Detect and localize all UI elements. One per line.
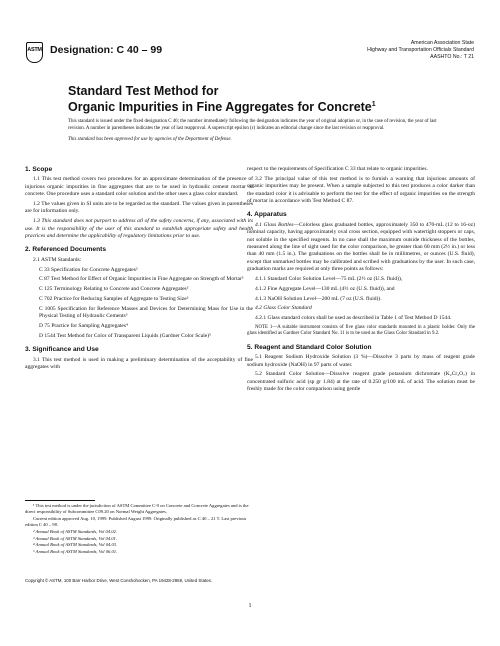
paragraph: 5.2 Standard Color Solution—Dissolve reagent grade potassium dichromate (K₂Cr₂O₇) in concentrated sulfuric acid (sp gr 1.84) at the rate of 0.250 g/100 mL of acid. The solution must be freshly made for the color comparison using gentle bbox=[247, 371, 475, 393]
section-heading: 5. Reagent and Standard Color Solution bbox=[247, 343, 372, 351]
paragraph bbox=[247, 222, 475, 274]
left-column bbox=[25, 166, 253, 374]
astm-logo bbox=[26, 42, 43, 63]
document-title bbox=[68, 84, 438, 114]
reference-item: C 87 Test Method for Effect of Organic Impurities in Fine Aggregate on Strength of Mortar² bbox=[39, 276, 244, 283]
paragraph: 5.1 Reagent Sodium Hydroxide Solution (3 %)—Dissolve 3 parts by mass of reagent grade sodium hydroxide (NaOH) in 97 parts of water. bbox=[247, 354, 475, 368]
footnote: ² Annual Book of ASTM Standards, Vol 04.02. bbox=[33, 528, 117, 534]
footnotes bbox=[25, 503, 253, 556]
paragraph: 4.1.3 NaOH Solution Level—200 mL (7 oz (U.S. fluid)). bbox=[255, 295, 382, 302]
page-number: 1 bbox=[248, 603, 252, 609]
title-footnote-marker: 1 bbox=[371, 101, 376, 108]
paragraph: 4.1.1 Standard Color Solution Level—75 mL (2½ oz (U.S. fluid)), bbox=[255, 276, 403, 283]
footnote: Current edition approved Aug. 10, 1999. Published August 1999. Originally published as C 40 – 21 T. Last previous edition C 40 – 98. bbox=[25, 515, 247, 527]
paragraph: 4.2.1 Glass standard colors shall be used as described in Table 1 of Test Method D 1544. bbox=[255, 315, 452, 322]
paragraph: 3.1 This test method is used in making a preliminary determination of the acceptability of fine aggregates with bbox=[25, 356, 253, 371]
note: NOTE 1—A suitable instrument consists of five glass color standards mounted in a plastic holder. Only the glass identified as Gardner Color Standard No. 11 is to be used as the Glass Color Standard in 9.2. bbox=[247, 325, 475, 337]
section-heading: 3. Significance and Use bbox=[25, 346, 99, 354]
reference-item: C 33 Specification for Concrete Aggregates² bbox=[39, 266, 138, 273]
dod-approval-note: This standard has been approved for use by agencies of the Department of Defense. bbox=[68, 137, 232, 143]
paragraph: 4.1.2 Fine Aggregate Level—130 mL (4½ oz (U.S. fluid)), and bbox=[255, 285, 395, 292]
paragraph: 4.2 Glass Color Standard bbox=[255, 305, 312, 312]
section-heading: 4. Apparatus bbox=[247, 211, 287, 219]
reference-item: D 75 Practice for Sampling Aggregates⁴ bbox=[39, 323, 128, 330]
paragraph: 1.1 This test method covers two procedures for an approximate determination of the presence of injurious organic impurities in fine aggregates that are to be used in hydraulic cement mortar or concrete. One procedure uses a standard color solution and the other uses a glass color standard. bbox=[25, 176, 253, 198]
publisher-line: AASHTO No.: T 21 bbox=[430, 53, 474, 60]
reference-item: C 702 Practice for Reducing Samples of Aggregate to Testing Size² bbox=[39, 296, 189, 303]
footnote: ¹ This test method is under the jurisdiction of ASTM Committee C-9 on Concrete and Concrete Aggregates and is the direct responsibility of Subcommittee C09.20 on Normal Weight Aggregates. bbox=[25, 503, 249, 514]
publisher-line: Highway and Transportation Officials Standard bbox=[367, 46, 474, 53]
publisher-block bbox=[367, 40, 474, 60]
footnote: ³ Annual Book of ASTM Standards, Vol 04.01. bbox=[33, 535, 117, 541]
title-main: Organic Impurities in Fine Aggregates for Concrete bbox=[68, 100, 372, 115]
paragraph-label: 4.1 Glass Bottles bbox=[255, 221, 294, 228]
footnote: ⁵ Annual Book of ASTM Standards, Vol 06.01. bbox=[33, 549, 118, 555]
footnote: ⁴ Annual Book of ASTM Standards, Vol 04.03. bbox=[33, 542, 118, 548]
paragraph: respect to the requirements of Specification C 33 that relate to organic impurities. bbox=[247, 166, 428, 172]
designation: Designation: C 40 – 99 bbox=[50, 44, 163, 56]
reference-item: D 1544 Test Method for Color of Transparent Liquids (Gardner Color Scale)⁵ bbox=[39, 332, 211, 339]
paragraph: 1.2 The values given in SI units are to be regarded as the standard. The values given in parentheses are for information only. bbox=[25, 201, 253, 215]
paragraph-text: —Colorless glass graduated bottles, approximately 350 to 470-mL (12 to 16-oz) nominal capacity, having approximately oval cross section, equipped with watertight stoppers or caps, not soluble in the specified reagents. In no case shall the maximum outside thickness of the bottles, measured along the line of sight used for the color comparison, be greater than 60 mm (2½ in.) or less than 40 mm (1.5 in.). The graduations on the bottles shall be in millimetres, or ounces (U.S. fluid), except that unmarked bottles may be calibrated and scribed with graduations by the user. In such case, graduation marks are required at only three points as follows: bbox=[247, 221, 475, 273]
section-heading: 1. Scope bbox=[25, 166, 53, 173]
reference-item: C 125 Terminology Relating to Concrete and Concrete Aggregates² bbox=[39, 286, 189, 293]
right-column bbox=[247, 166, 475, 396]
paragraph: 2.1 ASTM Standards: bbox=[33, 256, 82, 263]
copyright-line: Copyright © ASTM, 100 Barr Harbor Drive, West Conshohocken, PA 19428-2959, United States. bbox=[25, 578, 213, 583]
paragraph: 3.2 The principal value of this test method is to furnish a warning that injurious amounts of organic impurities may be present. When a sample subjected to this test produces a color darker than the standard color it is advisable to perform the test for the effect of organic impurities on the strength of mortar in accordance with Test Method C 87. bbox=[247, 175, 475, 205]
paragraph: 1.3 This standard does not purport to address all of the safety concerns, if any, associated with its use. It is the responsibility of the user of this standard to establish appropriate safety and health practices and determine the applicability of regulatory limitations prior to use. bbox=[25, 218, 253, 240]
publisher-line: American Association State bbox=[410, 40, 474, 46]
title-line-1: Standard Test Method for bbox=[68, 84, 219, 98]
footnote-divider bbox=[25, 500, 95, 501]
reference-item: C 1005 Specification for Reference Masses and Devices for Determining Mass for Use in the Physical Testing of Hydraulic Cements³ bbox=[39, 305, 253, 320]
intro-notice bbox=[68, 119, 448, 149]
section-heading: 2. Referenced Documents bbox=[25, 246, 106, 254]
designation-note: This standard is issued under the fixed designation C 40; the number immediately following the designation indicates the year of original adoption or, in the case of revision, the year of last revision. A number in parentheses indicates the year of last reapproval. A superscript epsilon (ε) indicates an editorial change since the last revision or reapproval. bbox=[68, 119, 437, 131]
title-line-2 bbox=[68, 98, 438, 114]
logo-text: ASTM bbox=[27, 47, 42, 53]
